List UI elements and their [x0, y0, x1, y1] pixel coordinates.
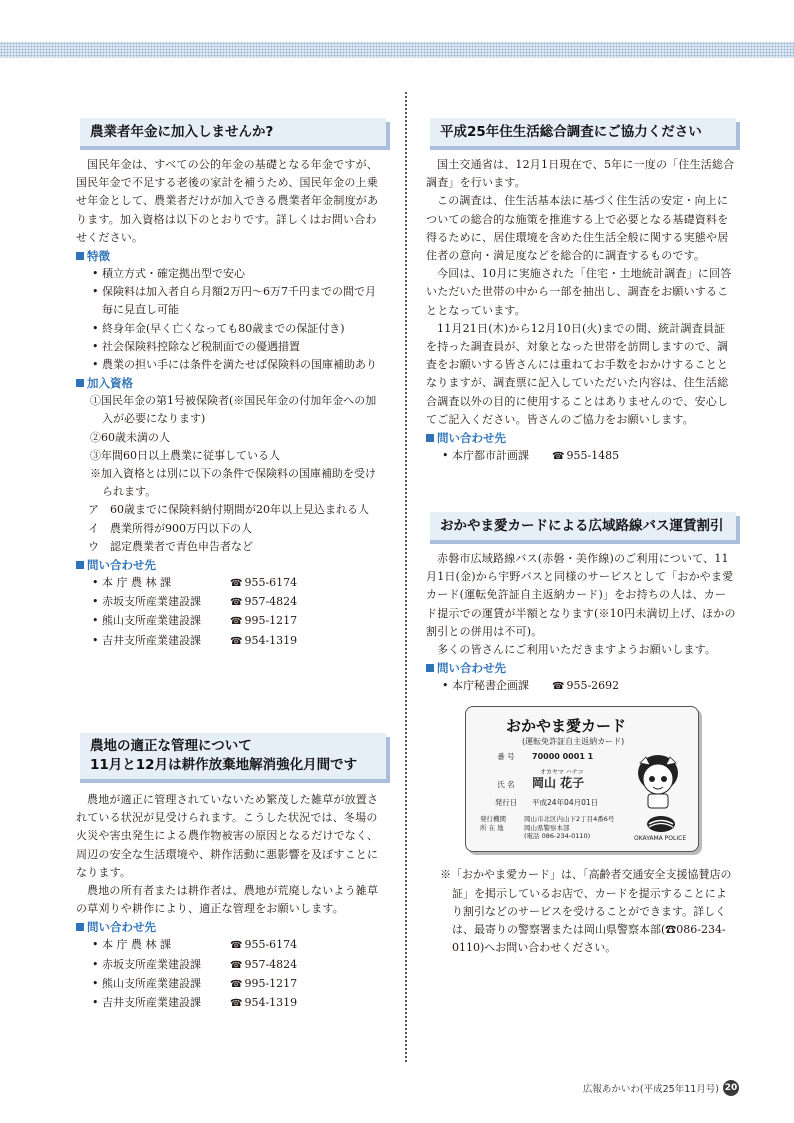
contact-item: • 吉井支所産業建設課 ☎ 954-1319 — [76, 632, 386, 651]
intro-paragraph: 国民年金は、すべての公的年金の基礎となる年金ですが、国民年金で不足する老後の家計を補うため、国民年金の上乗せ年金として、農業者だけが加入できる農業者年金制度があります。加入資格は以下のとおりです。詳しくはお問い合わせください。 — [76, 158, 379, 244]
list-item: ウ 認定農業者で青色申告者など — [88, 539, 253, 553]
qualifications-list — [76, 392, 386, 501]
paragraph: 農地の所有者または耕作者は、農地が荒廃しないよう雑草の草刈りや耕作により、適正な管理をお願いします。 — [76, 884, 379, 916]
card-issue-row: 発行日 平成24年04月01日 — [494, 798, 599, 808]
list-item: ③年間60日以上農業に従事している人 — [90, 448, 280, 462]
top-decorative-band — [0, 42, 794, 58]
contact-list — [76, 574, 386, 651]
section-title-aicard-bus: おかやま愛カードによる広域路線バス運賃割引 — [426, 512, 736, 540]
right-column — [426, 118, 736, 466]
contact-item: • 吉井支所産業建設課 ☎ 954-1319 — [76, 994, 386, 1013]
page-number: 20 — [723, 1080, 739, 1096]
card-number-row: 番 号 70000 0001 1 — [497, 752, 594, 762]
paragraph: 11月21日(木)から12月10日(火)までの間、統計調査員証を持った調査員が、対象となった世帯を訪問しますので、調査をお願いする皆さんには重ねてお手数をおかけすることとなりますが、調査票に記入していただいた内容は、住生活総合調査以外の目的に使用することはありませんので、安心してご記入ください。皆さんのご協力をお願いします。 — [426, 321, 729, 426]
subhead-qualifications: 加入資格 — [76, 374, 386, 392]
subhead-contact: 問い合わせ先 — [426, 659, 736, 677]
contact-item: • 熊山支所産業建設課 ☎ 995-1217 — [76, 612, 386, 631]
card-subtitle: (運転免許証自主返納カード) — [522, 737, 625, 747]
list-item: • 終身年金(早く亡くなっても80歳までの保証付き) — [92, 321, 345, 335]
contact-item: • 赤坂支所産業建設課 ☎ 957-4824 — [76, 956, 386, 975]
okayama-ai-card-image — [465, 706, 699, 852]
contact-item: • 本庁秘書企画課 ☎ 955-2692 — [426, 677, 736, 696]
list-item: ア 60歳までに保険料納付期間が20年以上見込まれる人 — [88, 503, 369, 517]
list-item: • 農業の担い手には条件を満たせば保険料の国庫補助あり — [92, 358, 377, 372]
subhead-contact: 問い合わせ先 — [426, 429, 736, 447]
section-title-jyuseikatsu: 平成25年住生活総合調査にご協力ください — [426, 118, 736, 146]
contact-item: • 熊山支所産業建設課 ☎ 995-1217 — [76, 975, 386, 994]
police-logo-icon — [646, 815, 676, 833]
list-item: ①国民年金の第1号被保険者(※国民年金の付加年金への加入が必要になります) — [90, 394, 377, 426]
left-column-section2 — [76, 733, 386, 1013]
qualification-note: ※加入資格とは別に以下の条件で保険料の国庫補助を受けられます。 — [90, 467, 376, 499]
subhead-features: 特徴 — [76, 247, 386, 265]
contact-item: • 本 庁 農 林 課 ☎ 955-6174 — [76, 936, 386, 955]
subhead-contact: 問い合わせ先 — [76, 918, 386, 936]
subhead-contact: 問い合わせ先 — [76, 556, 386, 574]
column-divider — [405, 92, 407, 1062]
page-footer — [583, 1080, 739, 1096]
paragraph: 今回は、10月に実施された「住宅・土地統計調査」に回答いただいた世帯の中から一部を抽出し、調査をお願いすることとなっています。 — [426, 267, 732, 317]
card-issuer: 発行機関 岡山市北区内山下2丁目4番6号 所 在 地 岡山県警察本部 (電話 086-234-0110) — [480, 815, 615, 841]
contact-list — [426, 447, 736, 466]
contact-item: • 本庁都市計画課 ☎ 955-1485 — [426, 447, 736, 466]
section-title-nogyosha-nenkin — [76, 118, 386, 146]
contact-list — [426, 677, 736, 696]
paragraph: 多くの皆さんにご利用いただきますようお願いします。 — [437, 643, 717, 657]
list-item: イ 農業所得が900万円以下の人 — [88, 521, 252, 535]
card-furigana: オカヤマ ハナコ — [540, 769, 584, 777]
card-note — [426, 866, 736, 957]
police-text: OKAYAMA POLICE — [634, 835, 687, 843]
left-column — [76, 118, 386, 651]
contact-list — [76, 936, 386, 1013]
features-list — [76, 265, 386, 374]
paragraph: 国土交通省は、12月1日現在で、5年に一度の「住生活総合調査」を行います。 — [426, 158, 735, 190]
section-title-nochi-kanri: 農地の適正な管理について 11月と12月は耕作放棄地解消強化月間です — [76, 733, 386, 779]
paragraph: 赤磐市広域路線バス(赤磐・美作線)のご利用について、11月1日(金)から宇野バスと同様のサービスとして「おかやま愛カード(運転免許証自主返納カード)」をお持ちの人は、カード提示での運賃が半額となります(※10円未満切上げ、ほかの割引との併用は不可)。 — [426, 552, 736, 638]
list-item: • 社会保険料控除など税制面での優遇措置 — [92, 339, 300, 353]
card-name-row: 氏 名 岡山 花子 — [497, 776, 585, 791]
list-item: • 積立方式・確定拠出型で安心 — [92, 267, 245, 281]
mascot-girl-icon — [634, 753, 682, 811]
card-title: おかやま愛カード — [506, 717, 627, 736]
paragraph: 農地が適正に管理されていないため繁茂した雑草が放置されている状況が見受けられます。こうした状況では、冬場の火災や害虫発生による農作物被害の原因となるだけでなく、周辺の安全な生活環境や、耕作活動に悪影響を及ぼすことになります。 — [76, 793, 379, 879]
list-item: • 保険料は加入者自ら月額2万円～6万7千円までの間で月毎に見直し可能 — [92, 285, 376, 317]
list-item: ②60歳未満の人 — [90, 430, 170, 444]
conditions-list — [76, 501, 386, 556]
contact-item: • 赤坂支所産業建設課 ☎ 957-4824 — [76, 593, 386, 612]
contact-item: • 本 庁 農 林 課 ☎ 955-6174 — [76, 574, 386, 593]
paragraph: この調査は、住生活基本法に基づく住生活の安定・向上についての総合的な施策を推進する上で必要となる基礎資料を得るために、居住環境を含めた住生活全般に関する実態や居住者の意向・満足度などを総合的に調査するものです。 — [426, 194, 729, 263]
note-item: ※「おかやま愛カード」は、「高齢者交通安全支援協賛店の証」を掲示しているお店で、カードを提示することにより割引などのサービスを受けることができます。詳しくは、最寄りの警察署または岡山県警察本部(☎086-234-0110)へお問い合わせください。 — [440, 868, 732, 955]
section-title-text: 農業者年金に加入しませんか? — [90, 123, 274, 140]
footer-publication: 広報あかいわ(平成25年11月号) — [582, 1084, 719, 1095]
right-column-section2 — [426, 512, 736, 957]
